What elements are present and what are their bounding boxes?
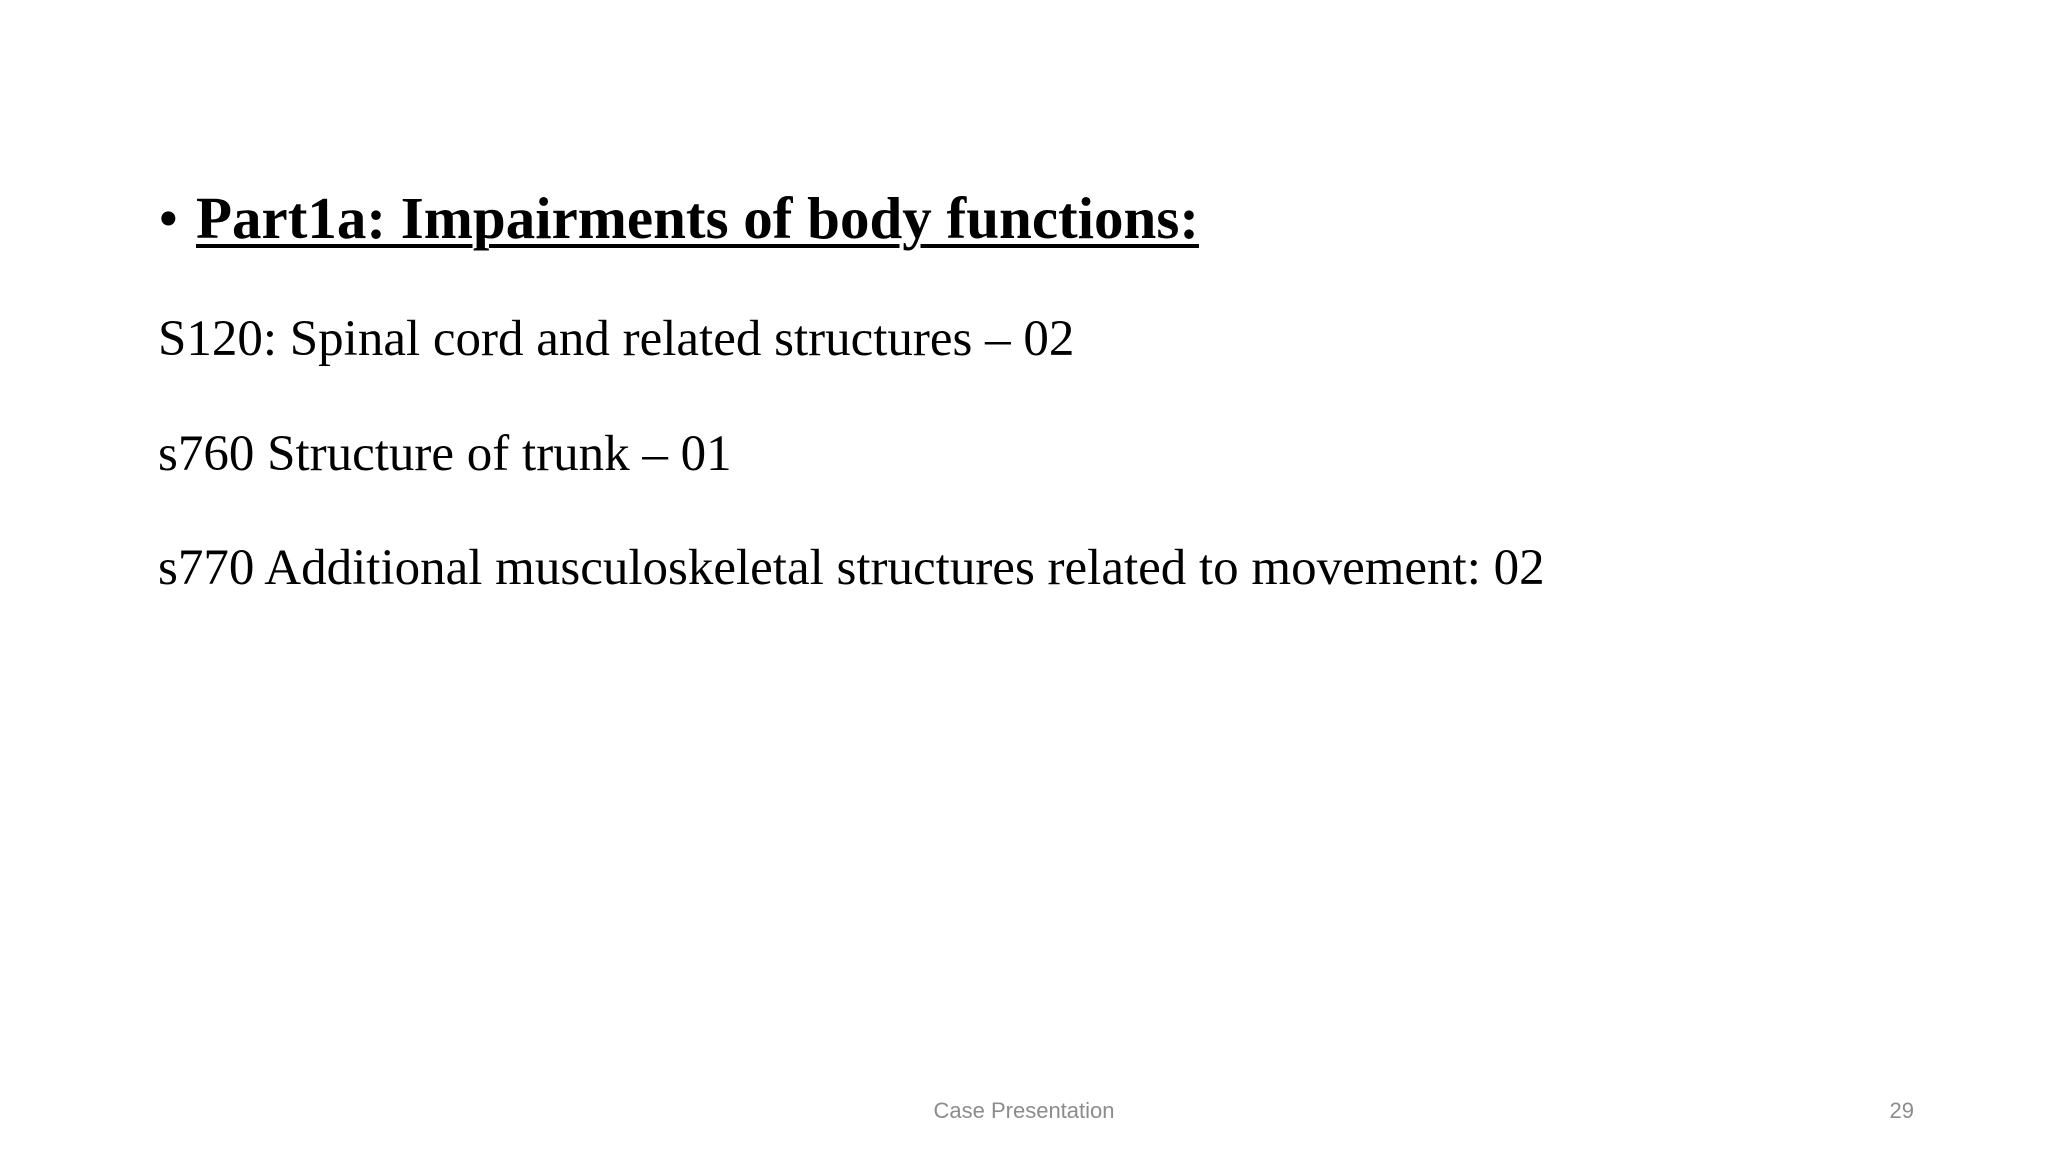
slide-heading [158, 178, 1199, 258]
heading-text: Part1a: Impairments of body functions: [196, 185, 1199, 251]
footer-title: Case Presentation [933, 1098, 1115, 1123]
list-item: s760 Structure of trunk – 01 [158, 426, 732, 482]
list-item: S120: Spinal cord and related structures – 02 [158, 311, 1075, 367]
page-number: 29 [1889, 1098, 1914, 1123]
list-item: s770 Additional musculoskeletal structures related to movement: 02 [158, 540, 1545, 596]
bullet-icon: • [158, 185, 179, 251]
